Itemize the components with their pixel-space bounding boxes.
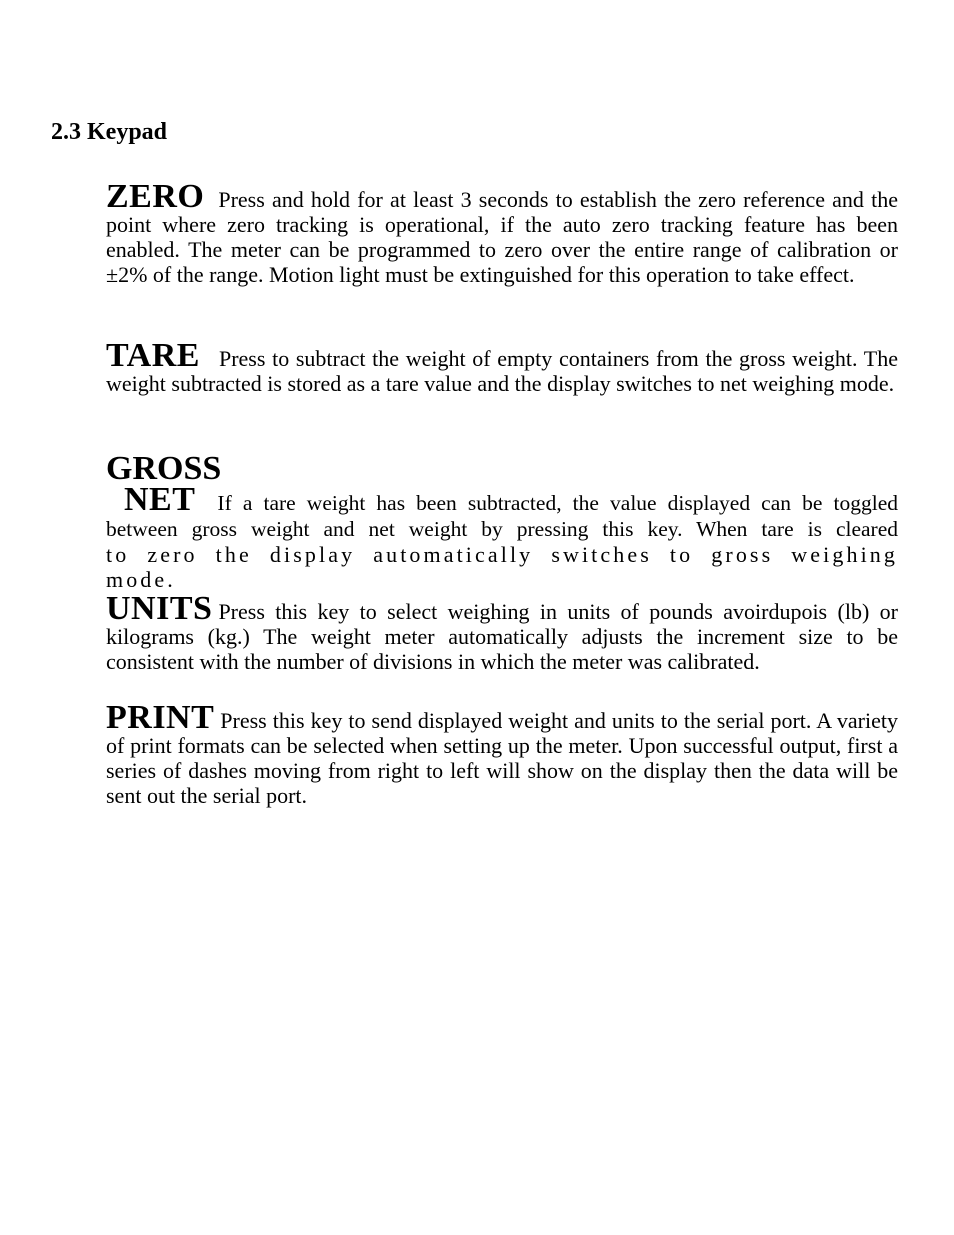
zero-key-text: Press and hold for at least 3 seconds to establish the zero reference and the point where zero tracking is operational, if the auto zero tracking feature has been enabled. The meter can be programmed to zero over the entire range of calibration or ±2% of the range. Motion light must be extinguished for this operation to take effect. <box>106 187 898 287</box>
zero-key-description <box>106 178 898 287</box>
units-key-label: UNITS <box>106 590 213 627</box>
zero-key-label: ZERO <box>106 178 205 215</box>
tare-key-label: TARE <box>106 337 200 374</box>
gross-key-label: GROSS <box>106 450 222 487</box>
gross-net-key-text: If a tare weight has been subtracted, the value displayed can be toggled between gross weight and net weight by pressing this key. When tare is cleared <box>106 491 898 541</box>
net-key-label: NET <box>124 481 196 518</box>
units-key-text: Press this key to select weighing in units of pounds avoirdupois (lb) or kilograms (kg.) The weight meter automatically adjusts the increment size to be consistent with the number of divisions in which the meter was calibrated. <box>106 599 898 674</box>
units-key-description <box>106 590 898 674</box>
print-key-label: PRINT <box>106 699 215 736</box>
print-key-description <box>106 699 898 808</box>
tare-key-text: Press to subtract the weight of empty containers from the gross weight. The weight subtracted is stored as a tare value and the display switches to net weighing mode. <box>106 346 898 396</box>
gross-net-key-paragraph <box>106 481 898 542</box>
gross-net-key-description <box>106 451 898 592</box>
tare-key-description <box>106 337 898 396</box>
section-title: 2.3 Keypad <box>51 119 168 145</box>
print-key-text: Press this key to send displayed weight and units to the serial port. A variety of print formats can be selected when setting up the meter. Upon successful output, first a series of dashes moving from right to left will show on the display then the data will be sent out the serial port. <box>106 708 898 808</box>
gross-net-key-text-last-line: to zero the display automatically switches to gross weighing mode. <box>106 542 898 592</box>
